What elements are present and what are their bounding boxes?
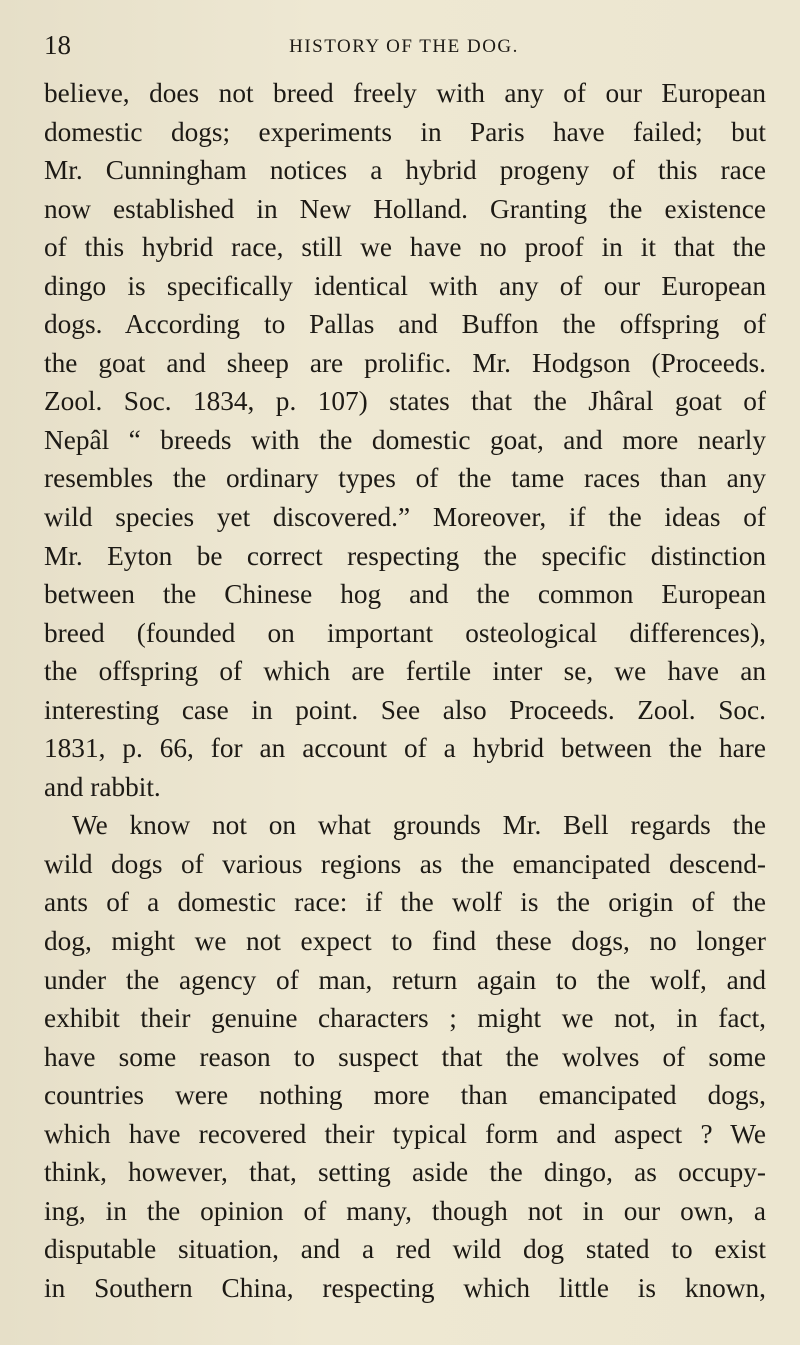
- text-line: between the Chinese hog and the common European: [44, 579, 766, 610]
- text-line: domestic dogs; experiments in Paris have failed; but: [44, 116, 766, 147]
- text-line: dingo is specifically identical with any of our European: [44, 270, 766, 301]
- text-line: Zool. Soc. 1834, p. 107) states that the Jhâral goat of: [44, 386, 766, 417]
- text-line: ants of a domestic race: if the wolf is the origin of the: [44, 887, 766, 918]
- text-line: under the agency of man, return again to the wolf, and: [44, 964, 766, 995]
- text-line: We know not on what grounds Mr. Bell regards the: [72, 810, 766, 841]
- text-line: Mr. Eyton be correct respecting the specific distinction: [44, 540, 766, 571]
- text-line: resembles the ordinary types of the tame races than any: [44, 463, 766, 494]
- text-line: wild species yet discovered.” Moreover, if the ideas of: [44, 502, 766, 533]
- text-line: the offspring of which are fertile inter se, we have an: [44, 656, 766, 687]
- text-line: and rabbit.: [44, 771, 161, 802]
- text-line: Nepâl “ breeds with the domestic goat, and more nearly: [44, 424, 766, 455]
- text-line: dog, might we not expect to find these dogs, no longer: [44, 926, 766, 957]
- text-line: Mr. Cunningham notices a hybrid progeny of this race: [44, 155, 766, 186]
- text-line: which have recovered their typical form and aspect ? We: [44, 1118, 766, 1149]
- text-line: exhibit their genuine characters ; might we not, in fact,: [44, 1003, 766, 1034]
- text-line: countries were nothing more than emancipated dogs,: [44, 1080, 766, 1111]
- text-line: interesting case in point. See also Proceeds. Zool. Soc.: [44, 694, 766, 725]
- text-line: ing, in the opinion of many, though not in our own, a: [44, 1195, 766, 1226]
- text-line: disputable situation, and a red wild dog stated to exist: [44, 1234, 766, 1265]
- body-text: [44, 74, 766, 1308]
- text-line: think, however, that, setting aside the dingo, as occupy-: [44, 1157, 766, 1188]
- text-line: believe, does not breed freely with any of our European: [44, 78, 766, 108]
- text-line: in Southern China, respecting which little is known,: [44, 1272, 766, 1303]
- text-line: 1831, p. 66, for an account of a hybrid between the hare: [44, 733, 766, 764]
- text-line: wild dogs of various regions as the emancipated descend-: [44, 848, 766, 879]
- text-line: have some reason to suspect that the wolves of some: [44, 1041, 766, 1072]
- text-line: breed (founded on important osteological differences),: [44, 617, 766, 648]
- page-header: [44, 30, 764, 64]
- text-line: of this hybrid race, still we have no proof in it that the: [44, 232, 766, 263]
- text-line: the goat and sheep are prolific. Mr. Hodgson (Proceeds.: [44, 347, 766, 378]
- running-head: HISTORY OF THE DOG.: [289, 36, 519, 57]
- page-number: 18: [44, 30, 71, 60]
- text-line: dogs. According to Pallas and Buffon the offspring of: [44, 309, 766, 340]
- text-line: now established in New Holland. Granting the existence: [44, 193, 766, 224]
